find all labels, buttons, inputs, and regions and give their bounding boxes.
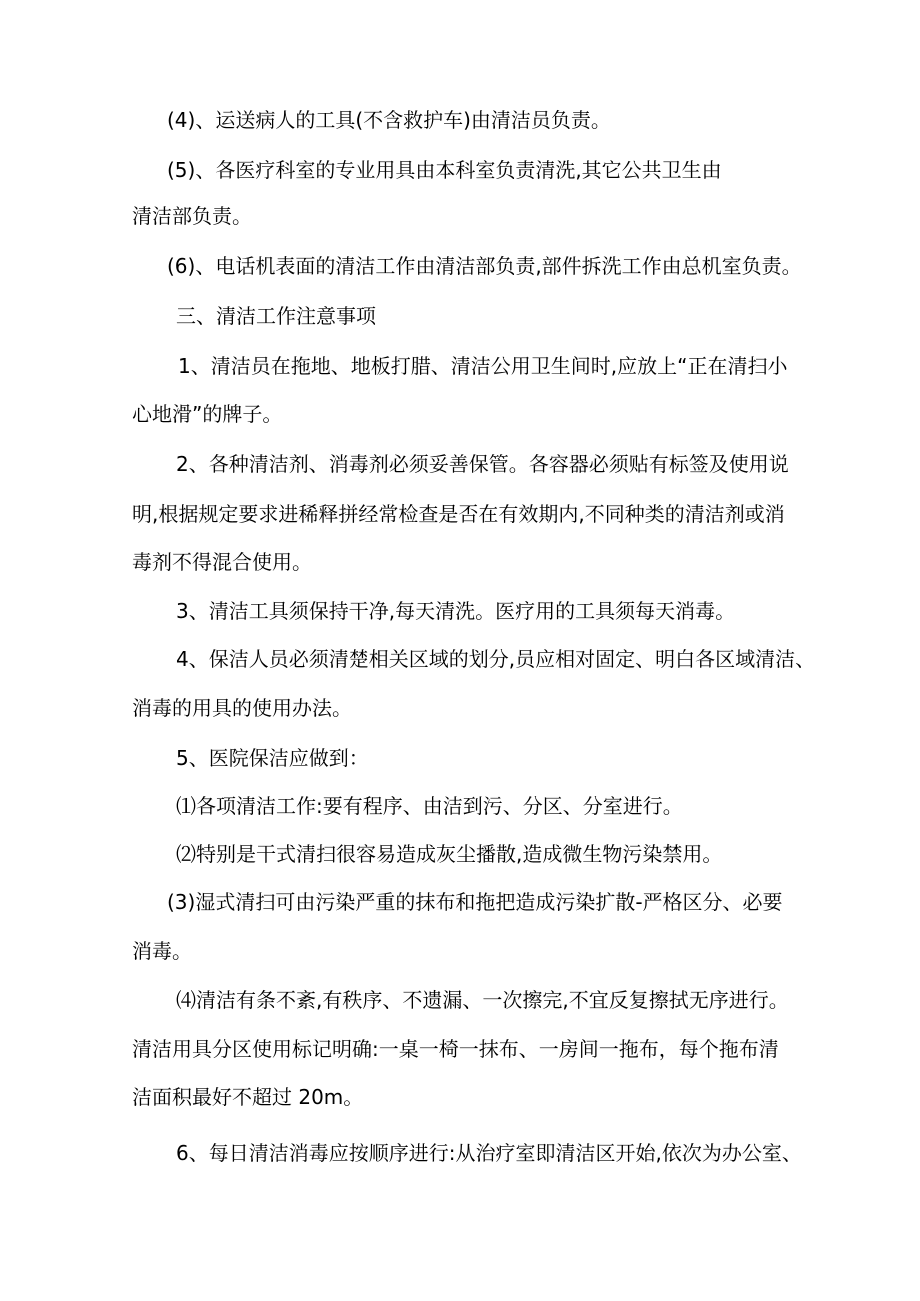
paragraph-line: 4、保洁人员必须清楚相关区域的划分,员应相对固定、明白各区域清洁、 <box>176 647 816 671</box>
paragraph-line: 清洁用具分区使用标记明确:一桌一椅一抹布、一房间一拖布，每个拖布清 <box>132 1037 779 1061</box>
paragraph-line: (3)湿式清扫可由污染严重的抹布和拖把造成污染扩散-严格区分、必要 <box>167 890 783 914</box>
paragraph-line: 心地滑”的牌子。 <box>132 402 283 426</box>
paragraph-line: 消毒的用具的使用办法。 <box>132 696 352 720</box>
paragraph-line: 5、医院保洁应做到： <box>176 746 369 770</box>
paragraph-line: 明,根据规定要求进稀释拼经常检查是否在有效期内,不同种类的清洁剂或消 <box>132 502 785 526</box>
paragraph-line: 消毒。 <box>132 939 192 963</box>
paragraph-line: ⑵特别是干式清扫很容易造成灰尘播散,造成微生物污染禁用。 <box>176 842 723 866</box>
paragraph-line: 2、各种清洁剂、消毒剂必须妥善保管。各容器必须贴有标签及使用说 <box>176 452 789 476</box>
paragraph-line: ⑴各项清洁工作:要有程序、由洁到污、分区、分室进行。 <box>176 794 683 818</box>
paragraph-line: 6、每日清洁消毒应按顺序进行:从治疗室即清洁区开始,依次为办公室、 <box>176 1141 802 1165</box>
paragraph-line: 3、清洁工具须保持干净,每天清洗。医疗用的工具须每天消毒。 <box>176 599 736 623</box>
paragraph-line: 毒剂不得混合使用。 <box>132 550 312 574</box>
paragraph-line: 清洁部负责。 <box>132 204 252 228</box>
paragraph-line: (6)、电话机表面的清洁工作由清洁部负责,部件拆洗工作由总机室负责。 <box>167 254 802 278</box>
paragraph-line: ⑷清洁有条不紊,有秩序、不遗漏、一次擦完,不宜反复擦拭无序进行。 <box>176 988 789 1012</box>
paragraph-line: (4)、运送病人的工具(不含救护车)由清洁员负责。 <box>167 108 611 132</box>
paragraph-line: 1、清洁员在拖地、地板打腊、清洁公用卫生间时,应放上“正在清扫小 <box>178 354 788 378</box>
section-heading: 三、清洁工作注意事项 <box>176 304 376 328</box>
paragraph-line: (5)、各医疗科室的专业用具由本科室负责清洗,其它公共卫生由 <box>167 158 722 182</box>
paragraph-line: 洁面积最好不超过 20m。 <box>132 1085 364 1109</box>
